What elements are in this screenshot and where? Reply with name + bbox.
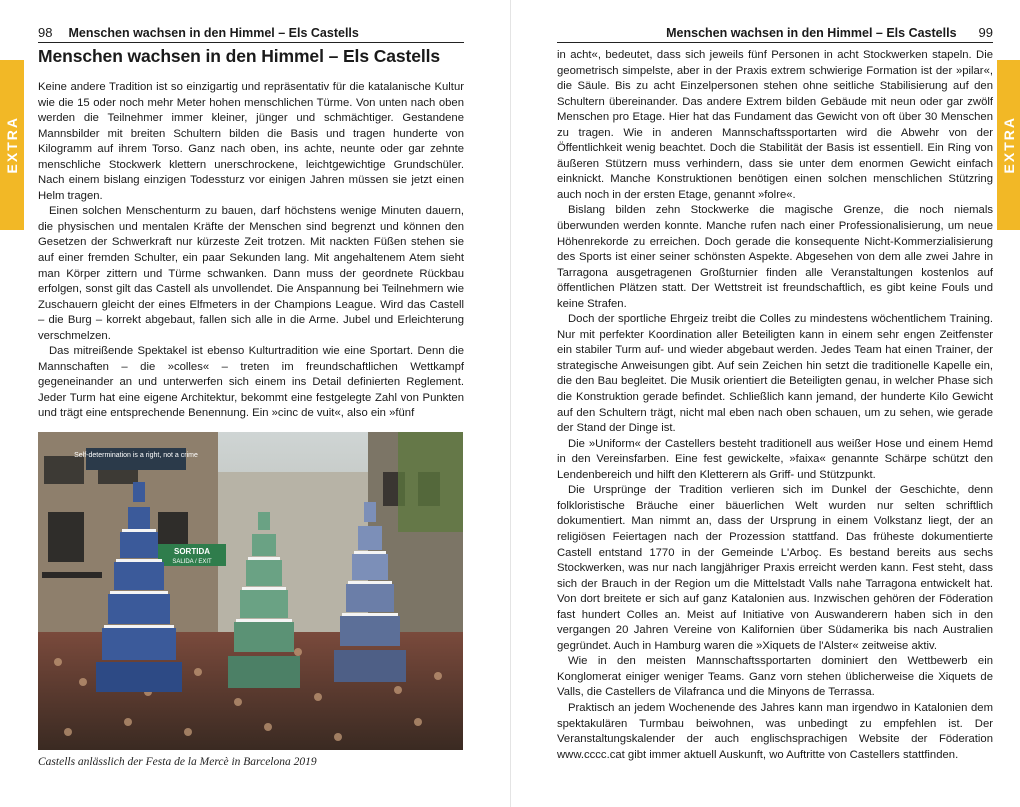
running-head-title-right: Menschen wachsen in den Himmel – Els Castells	[666, 26, 957, 40]
balcony-banner-text	[74, 452, 198, 459]
page-number-right: 99	[978, 25, 993, 40]
paragraph: Einen solchen Menschenturm zu bauen, darf höchstens wenige Minuten dauern, die physischen und mentalen Kräfte der Menschen sind begrenzt und können den Gesetzen der Schwerkraft nur kürzeste Zeit trotzen. Mit nackten Füßen stehen sie auf einer fremden Schulter, ein paar Sekunden lang. Mit angehaltenem Atem sieht man Körper zittern und Türme schwanken. Dann muss der geordnete Rückbau erfolgen, sonst gilt das Castell als unvollendet. Die Anspannung bei Teilnehmern wie Zuschauern gleicht der eines Elfmeters in der Champions League. Wird das Castell – die Burg – korrekt abgebaut, fallen sich alle in die Arme. Jubel und Erleichterung verschmelzen.	[38, 205, 464, 342]
exit-sign-text: SORTIDA	[174, 547, 210, 556]
page-number-left: 98	[38, 25, 53, 40]
paragraph: Bislang bilden zehn Stockwerke die magische Grenze, die noch niemals überwunden werden konnte. Manche rufen nach einer Professionalisierung, um neue Höhenrekorde zu erreichen. Doch gerade die konsequente Nicht-Kommerzialisierung des Sports ist einer seiner schönsten Aspekte. Abgesehen von dem alle zwei Jahre in Tarragona ausgetragenen Großturnier finden alle Veranstaltungen kostenlos auf öffentlichen Plätzen statt. Der Wettstreit ist freundschaftlich, es gibt keine Fouls und keine Strafen.	[557, 204, 993, 310]
paragraph: Praktisch an jedem Wochenende des Jahres kann man irgendwo in Katalonien dem spektakulären Turmbau beiwohnen, was unbedingt zu empfehlen ist. Der Veranstaltungskalender der auch englischsprachigen Website der Föderation www.cccc.cat gibt immer aktuell Auskunft, wo Auftritte von Castellers stattfinden.	[557, 701, 993, 761]
running-head-right	[557, 24, 993, 43]
right-page	[510, 0, 1020, 807]
left-body-text	[38, 80, 464, 422]
paragraph: Keine andere Tradition ist so einzigartig und repräsentativ für die katalanische Kultur wie die 15 oder noch mehr Meter hohen menschlichen Türme. Von unten nach oben werden die Teilnehmer immer kleiner, jünger und schmächtiger. Gestandene Mannsbilder mit breiten Schultern bilden die Basis und tragen hunderte von Kilogramm auf ihrem Torso. Ganz nach oben, ins achte, neunte oder gar zehnte menschliche Stockwerk klettern unerschrockene, leichtgewichtige Grundschüler. Nach einem bislang einzigen Todessturz vor einigen Jahren müssen sie jetzt einen Helm tragen.	[38, 81, 464, 202]
banner-line: Self-determination is a right, not a crime	[74, 452, 198, 459]
trees	[398, 432, 463, 532]
paragraph: in acht«, bedeutet, dass sich jeweils fünf Personen in acht Stockwerken stapeln. Die geometrisch simpelste, aber in der Praxis extrem schwierige Formation ist der »pilar«, die Säule. Bis zu acht Einzelpersonen stehen ohne seitliche Stabilisierung auf den Schultern übereinander. Das andere Extrem bilden Gebäude mit neun oder gar zwölf Menschen pro Etage. Hier hat das Fundament das Gewicht von oft über 30 Menschen zu tragen. Wie in anderen Mannschaftssportarten wird die Abwehr von der Öffentlichkeit wenig beachtet. Doch die Stabilität der Basis ist essentiell. Ein Ring von äußeren Stützern muss verhindern, dass sie unter dem enormen Gewicht einfach einknickt. Manche Konstruktionen benötigen einen solchen menschlichen Stützring auch noch in der ersten Etage, genannt »folre«.	[557, 49, 993, 201]
paragraph: Das mitreißende Spektakel ist ebenso Kulturtradition wie eine Sportart. Denn die Mannschaften – die »colles« – treten im freundschaftlichen Wettkampf gegeneinander an und unterwerfen sich einem ins Detail definierten Reglement. Jeder Turm hat eine eigene Architektur, bekommt eine festgelegte Zahl von Punkten und trägt eine entsprechende Benennung. Ein »cinc de vuit«, also ein »fünf	[38, 345, 464, 420]
castells-illustration	[38, 432, 463, 750]
paragraph: Doch der sportliche Ehrgeiz treibt die Colles zu mindestens wöchentlichem Training. Nur mit perfekter Koordination aller Beteiligten kann in einem sehr engen Zeitfenster ein stabiler Turm auf- und wieder abgebaut werden. Jedes Team hat einen Trainer, der strategische Anweisungen gibt. Auf sein Zeichen hin setzt die traditionelle Kapelle ein, die den Bau begleitet. Die Musik orientiert die Beteiligten genau, in welcher Phase sich die Konstruktion gerade befindet. Schließlich kann jemand, der hunderte Kilo Gewicht auf den Schultern trägt, nicht mal eben nach oben schauen, um zu sehen, wie gerade der Stand der Dinge ist.	[557, 313, 993, 435]
exit-sign-subtext: SALIDA / EXIT	[172, 559, 212, 565]
photo-caption: Castells anlässlich der Festa de la Mercè in Barcelona 2019	[38, 756, 317, 768]
running-head-title-left: Menschen wachsen in den Himmel – Els Castells	[68, 26, 359, 40]
paragraph: Die »Uniform« der Castellers besteht traditionell aus weißer Hose und einem Hemd in den Vereinsfarben. Eine fest gewickelte, »faixa« genannte Schärpe schützt den Lendenbereich und hilft den Kletterern als Griff- und Stützpunkt.	[557, 437, 993, 481]
extra-tab-label-left: EXTRA	[4, 116, 20, 174]
extra-tab-right	[997, 60, 1020, 230]
right-body-text	[557, 48, 993, 763]
paragraph: Wie in den meisten Mannschaftssportarten dominiert den Wettbewerb ein Konglomerat einiger weniger Teams. Ganz vorn stehen üblicherweise die Xiquets de Valls, die Castellers de Vilafranca und die Minyons de Terrassa.	[557, 655, 993, 699]
chapter-title: Menschen wachsen in den Himmel – Els Castells	[38, 46, 441, 66]
running-head-left	[38, 24, 464, 43]
castells-photo	[38, 432, 463, 750]
paragraph: Die Ursprünge der Tradition verlieren sich im Dunkel der Geschichte, denn folkloristische Bräuche einer bäuerlichen Welt wurden nur selten schriftlich dokumentiert. Man nimmt an, dass der Ursprung in einem Volkstanz liegt, der an religiösen Feiertagen nach der Prozession stattfand. Das früheste dokumentierte Castell entstand 1770 in der Gemeinde L'Arboç. Es bestand bereits aus sechs Stockwerken, was nur nach langjähriger Praxis erreicht werden kann. Fest steht, dass sich der Brauch in der Region um die Mittelstadt Valls nahe Tarragona entwickelt hat. Von dort breitete er sich auf ganz Katalonien aus. Inzwischen gehören der Föderation fast hundert Colles an. Meist auf Initiative von Auswanderern haben sich in den vergangen 20 Jahren Vereine von Kalifornien über Südamerika bis nach Australien gegründet. Auch in Hamburg waren die »Xiquets de l'Alster« zeitweise aktiv.	[557, 484, 993, 652]
extra-tab-left	[0, 60, 24, 230]
extra-tab-label-right: EXTRA	[1001, 116, 1017, 174]
